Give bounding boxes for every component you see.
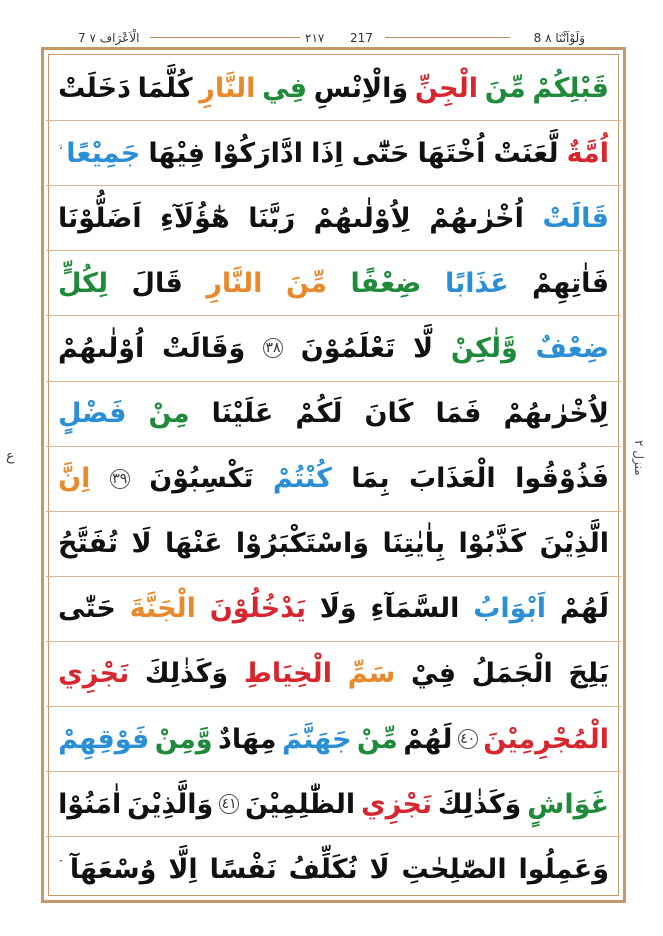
word: مِنْ bbox=[148, 398, 190, 429]
word: مِهَادٌ bbox=[217, 723, 277, 755]
word: مِّنْ bbox=[356, 723, 398, 755]
text-line bbox=[44, 447, 623, 511]
word: وَكَذٰلِكَ bbox=[437, 788, 522, 820]
word: فَذُوْقُوا bbox=[515, 463, 609, 495]
word: فَضْلٍ bbox=[58, 398, 127, 429]
word: لِاُوْلٰىهُمْ bbox=[313, 202, 411, 234]
ayah-number: ٣٨ bbox=[263, 338, 283, 358]
word: عَنْهَا bbox=[165, 528, 223, 560]
word: لَهُمْ bbox=[559, 593, 609, 625]
word: غَوَاشٍ bbox=[527, 788, 609, 820]
word: النَّارِ bbox=[199, 72, 256, 104]
word: اِنَّ bbox=[58, 463, 91, 495]
word: يَلِجَ bbox=[568, 658, 609, 690]
word: النَّارِ bbox=[206, 267, 263, 299]
word: وَاسْتَكْبَرُوْا bbox=[235, 528, 370, 560]
word: حَتّٰٓى bbox=[351, 137, 410, 169]
word: دَخَلَتْ bbox=[58, 72, 131, 104]
word: مِّنَ bbox=[285, 267, 327, 299]
word: اُخْتَهَا bbox=[417, 137, 486, 169]
word: ضِعْفًا bbox=[350, 267, 422, 299]
text-line bbox=[44, 121, 623, 185]
word: فَوْقِهِمْ bbox=[58, 723, 150, 755]
word: لَا bbox=[131, 528, 152, 560]
word: اُمَّةٌ bbox=[566, 137, 609, 169]
word: الْجَنَّةَ bbox=[129, 593, 196, 625]
word: كُلَّمَا bbox=[137, 72, 193, 104]
word: الْعَذَابَ bbox=[409, 463, 496, 495]
word: لَهُمْ bbox=[403, 723, 453, 755]
text-line bbox=[44, 186, 623, 250]
word: وَلَا bbox=[319, 593, 357, 625]
word: ضِعْفٌ bbox=[535, 332, 609, 364]
word: وَكَذٰلِكَ bbox=[144, 658, 229, 690]
word: الْجِنِّ bbox=[414, 72, 479, 104]
header-rule-right bbox=[385, 37, 510, 38]
word: ادَّارَكُوْا bbox=[213, 137, 303, 169]
word: حَتّٰى bbox=[58, 593, 116, 625]
text-line bbox=[44, 316, 623, 380]
word: وَّلٰكِنْ bbox=[450, 332, 518, 364]
juz-name: 8 وَلَوْاَنَّنَا ٨ bbox=[533, 31, 585, 45]
ayah-number: ٤١ bbox=[219, 794, 239, 814]
word: مِّنَ bbox=[484, 72, 526, 104]
text-lines bbox=[44, 50, 623, 900]
text-line bbox=[44, 772, 623, 836]
page-frame bbox=[41, 47, 626, 903]
text-line bbox=[44, 642, 623, 706]
word: نُكَلِّفُ bbox=[288, 853, 358, 885]
word: وَعَمِلُوا bbox=[518, 853, 609, 885]
text-line bbox=[44, 251, 623, 315]
word: وَّمِنْ bbox=[154, 723, 213, 755]
word: لَّعَنَتْ bbox=[493, 137, 559, 169]
text-line bbox=[44, 707, 623, 771]
surah-name: 7 الْاَعْرَاف ٧ bbox=[78, 31, 140, 45]
ruku-marker: ع bbox=[6, 448, 15, 464]
manzil-marker: منزل ٢ bbox=[632, 440, 646, 476]
word: كُنْتُمْ bbox=[272, 463, 332, 495]
header-rule-left bbox=[150, 37, 300, 38]
text-line bbox=[44, 577, 623, 641]
word: اٰمَنُوْا bbox=[58, 788, 122, 820]
word: اُخْرٰىهُمْ bbox=[429, 202, 524, 234]
word: لَكُمْ bbox=[295, 398, 343, 429]
word: الْخِيَاطِ bbox=[243, 658, 332, 690]
word: قَالَتْ bbox=[542, 202, 609, 234]
word: اِلَّا bbox=[168, 853, 198, 885]
word: الْجَمَلُ bbox=[471, 658, 553, 690]
word: نَجْزِي bbox=[58, 658, 130, 690]
word: اِذَا bbox=[311, 137, 344, 169]
word: تَعْلَمُوْنَ bbox=[300, 332, 396, 364]
word: وَقَالَتْ bbox=[161, 332, 246, 364]
word: جَهَنَّمَ bbox=[281, 723, 352, 755]
word: عَلَيْنَا bbox=[211, 398, 274, 429]
word: هٰٓؤُلَآءِ bbox=[160, 202, 230, 234]
word: لِاُخْرٰىهُمْ bbox=[503, 398, 609, 429]
text-line bbox=[44, 512, 623, 576]
word: فِيْ bbox=[411, 658, 456, 690]
word: لِكُلٍّ bbox=[58, 267, 108, 299]
word: الْمُجْرِمِيْنَ bbox=[483, 723, 609, 755]
text-line bbox=[44, 56, 623, 120]
word: كَانَ bbox=[364, 398, 414, 429]
word: لَا bbox=[369, 853, 390, 885]
word: يَدْخُلُوْنَ bbox=[209, 593, 306, 625]
word: اَبْوَابُ bbox=[473, 593, 547, 625]
word: نَفْسًا bbox=[209, 853, 277, 885]
word: فَمَا bbox=[435, 398, 482, 429]
word: الَّذِيْنَ bbox=[539, 528, 609, 560]
word: كَذَّبُوْا bbox=[458, 528, 527, 560]
text-line bbox=[44, 382, 623, 446]
word: فِيْهَا bbox=[148, 137, 206, 169]
page-number-arabic: ٢١٧ bbox=[305, 31, 325, 45]
word: اَضَلُّوْنَا bbox=[58, 202, 142, 234]
word: عَذَابًا bbox=[444, 267, 509, 299]
word: تُفَتَّحُ bbox=[58, 528, 119, 560]
word: جَمِيْعًا bbox=[66, 137, 141, 169]
word: تَكْسِبُوْنَ bbox=[149, 463, 254, 495]
word: السَّمَآءِ bbox=[370, 593, 460, 625]
word: قَبْلِكُمْ bbox=[532, 72, 609, 104]
word: وُسْعَهَآ bbox=[69, 853, 157, 885]
ayah-number: ٤٠ bbox=[458, 729, 478, 749]
word: فِي bbox=[262, 72, 308, 104]
word: اُوْلٰىهُمْ bbox=[58, 332, 145, 364]
word: فَاٰتِهِمْ bbox=[532, 267, 609, 299]
word: لَّا bbox=[413, 332, 434, 364]
word: سَمِّ bbox=[347, 658, 396, 690]
word: الظّٰلِمِيْنَ bbox=[244, 788, 356, 820]
word: وَالْاِنْسِ bbox=[313, 72, 409, 104]
word: رَبَّنَا bbox=[248, 202, 296, 234]
page-number: 217 bbox=[350, 31, 373, 45]
page-header bbox=[40, 30, 625, 46]
word: الصّٰلِحٰتِ bbox=[401, 853, 507, 885]
word: بِاٰيٰتِنَا bbox=[382, 528, 446, 560]
word: وَالَّذِيْنَ bbox=[127, 788, 214, 820]
ayah-number: ٣٩ bbox=[110, 469, 130, 489]
word: نَجْزِي bbox=[360, 788, 433, 820]
word: قَالَ bbox=[131, 267, 183, 299]
word: بِمَا bbox=[351, 463, 390, 495]
text-line bbox=[44, 837, 623, 901]
